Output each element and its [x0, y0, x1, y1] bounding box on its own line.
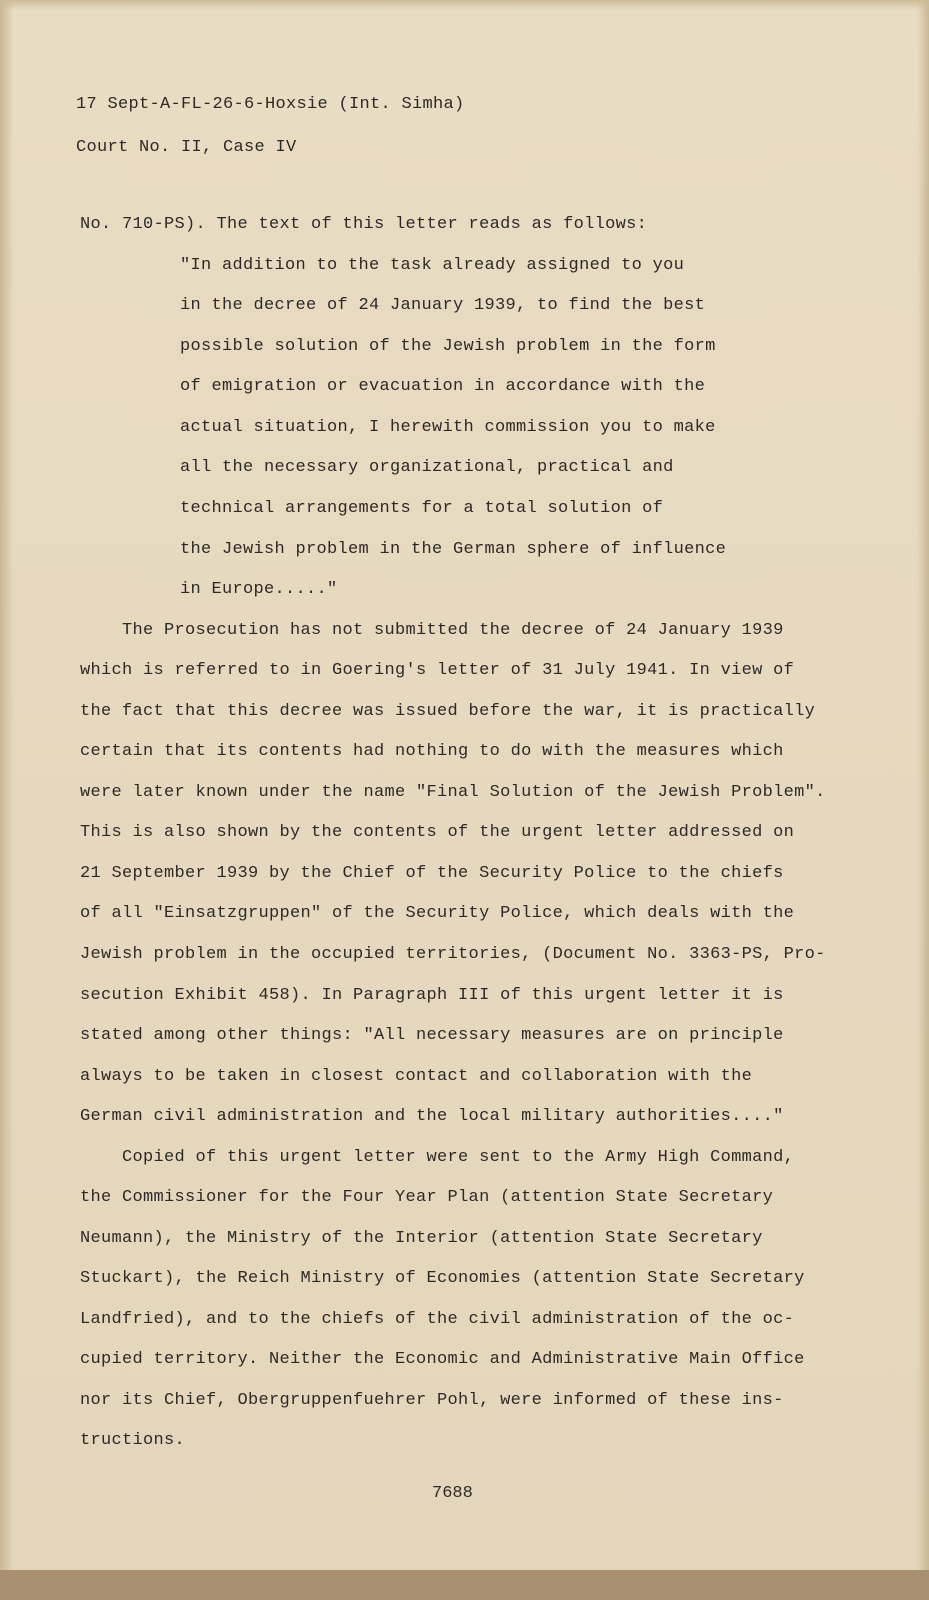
quote-line: all the necessary organizational, practical and [180, 458, 674, 477]
paragraph-line: Landfried), and to the chiefs of the civil administration of the oc- [80, 1310, 795, 1329]
paragraph-line: German civil administration and the local military authorities...." [80, 1107, 784, 1126]
paragraph-line: 21 September 1939 by the Chief of the Security Police to the chiefs [80, 864, 784, 883]
paragraph-line: cupied territory. Neither the Economic and Administrative Main Office [80, 1350, 805, 1369]
paragraph-line: This is also shown by the contents of the urgent letter addressed on [80, 823, 795, 842]
quote-line: technical arrangements for a total solution of [180, 499, 664, 518]
quote-line: actual situation, I herewith commission you to make [180, 418, 716, 437]
paper-edge-left [0, 0, 14, 1600]
paragraph-line: Stuckart), the Reich Ministry of Economies (attention State Secretary [80, 1269, 805, 1288]
paper-edge-top [0, 0, 929, 10]
intro-line: No. 710-PS). The text of this letter reads as follows: [80, 215, 648, 234]
paragraph-line: of all "Einsatzgruppen" of the Security Police, which deals with the [80, 904, 795, 923]
paragraph-line: nor its Chief, Obergruppenfuehrer Pohl, were informed of these ins- [80, 1391, 784, 1410]
paragraph-line: tructions. [80, 1431, 186, 1450]
paragraph-line: which is referred to in Goering's letter of 31 July 1941. In view of [80, 661, 795, 680]
header-court: Court No. II, Case IV [76, 138, 297, 157]
quote-line: the Jewish problem in the German sphere of influence [180, 540, 727, 559]
paragraph-line: The Prosecution has not submitted the decree of 24 January 1939 [80, 621, 784, 640]
paragraph-line: always to be taken in closest contact and collaboration with the [80, 1067, 753, 1086]
paper-edge-right [917, 0, 929, 1600]
paper-edge-bottom [0, 1570, 929, 1600]
paragraph-line: Neumann), the Ministry of the Interior (attention State Secretary [80, 1229, 763, 1248]
paragraph-line: certain that its contents had nothing to do with the measures which [80, 742, 784, 761]
paragraph-line: Jewish problem in the occupied territories, (Document No. 3363-PS, Pro- [80, 945, 826, 964]
paragraph-line: secution Exhibit 458). In Paragraph III of this urgent letter it is [80, 986, 784, 1005]
quote-line: in the decree of 24 January 1939, to find the best [180, 296, 706, 315]
quote-line: of emigration or evacuation in accordance with the [180, 377, 706, 396]
quote-line: in Europe....." [180, 580, 338, 599]
page-number: 7688 [432, 1484, 473, 1503]
paragraph-line: stated among other things: "All necessary measures are on principle [80, 1026, 784, 1045]
paragraph-line: Copied of this urgent letter were sent to the Army High Command, [80, 1148, 795, 1167]
paragraph-line: the Commissioner for the Four Year Plan (attention State Secretary [80, 1188, 774, 1207]
paragraph-line: the fact that this decree was issued before the war, it is practically [80, 702, 816, 721]
paragraph-line: were later known under the name "Final Solution of the Jewish Problem". [80, 783, 826, 802]
quote-line: "In addition to the task already assigned to you [180, 256, 685, 275]
quote-line: possible solution of the Jewish problem in the form [180, 337, 716, 356]
header-reference: 17 Sept-A-FL-26-6-Hoxsie (Int. Simha) [76, 95, 465, 114]
